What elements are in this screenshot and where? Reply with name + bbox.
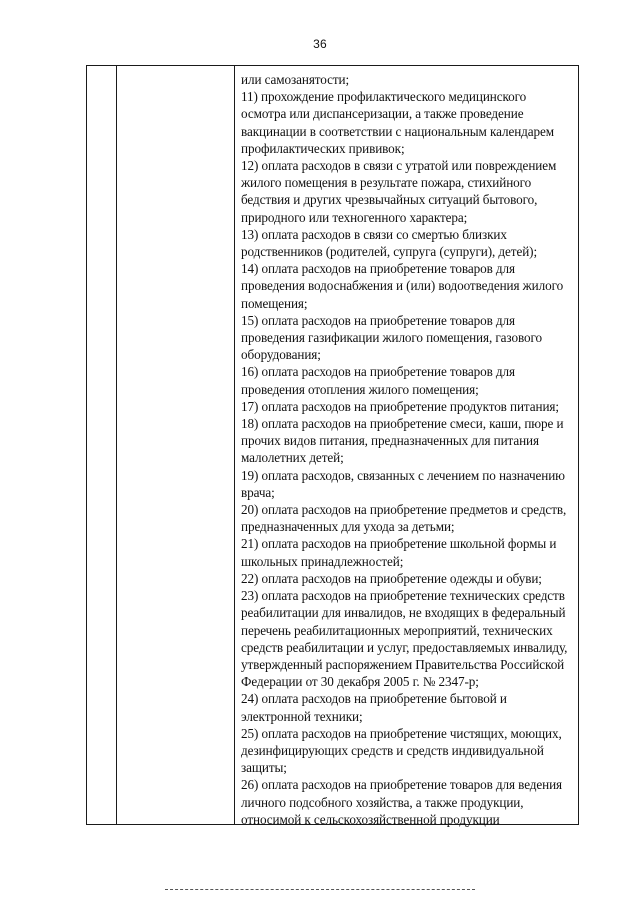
list-item: 16) оплата расходов на приобретение товаров для проведения отопления жилого помещения; — [241, 364, 515, 397]
column-divider-2 — [234, 66, 235, 824]
list-item: 25) оплата расходов на приобретение чистящих, моющих, дезинфицирующих средств и средств индивидуальной защиты; — [241, 725, 562, 776]
table-cell-text — [241, 71, 571, 828]
list-item: 20) оплата расходов на приобретение предметов и средств, предназначенных для ухода за детьми; — [241, 502, 567, 535]
list-item: 17) оплата расходов на приобретение продуктов питания; — [241, 398, 559, 414]
footer-line — [165, 889, 475, 890]
document-table — [86, 65, 579, 825]
list-item: 24) оплата расходов на приобретение бытовой и электронной техники; — [241, 691, 507, 724]
list-item: 15) оплата расходов на приобретение товаров для проведения газификации жилого помещения, газового оборудования; — [241, 312, 542, 363]
column-divider-1 — [116, 66, 117, 824]
list-item: 11) прохождение профилактического медицинского осмотра или диспансеризации, а также проведение вакцинации в соответствии с национальным календарем профилактических прививок; — [241, 89, 555, 156]
list-item: 14) оплата расходов на приобретение товаров для проведения водоснабжения и (или) водоотведения жилого помещения; — [241, 261, 564, 311]
page-number: 36 — [313, 37, 327, 51]
list-item: 19) оплата расходов, связанных с лечением по назначению врача; — [241, 467, 565, 500]
list-item: 21) оплата расходов на приобретение школьной формы и школьных принадлежностей; — [241, 536, 557, 569]
list-item: 23) оплата расходов на приобретение технических средств реабилитации для инвалидов, не входящих в федеральный перечень реабилитационных мероприятий, технических средств реабилитации и услуг, предоставляемых инвалиду, утвержденный распоряжением Правительства Российской Федерации от 30 декабря 2005 г. № 2347-р; — [241, 588, 568, 690]
list-item: или самозанятости; — [241, 72, 350, 87]
list-item: 18) оплата расходов на приобретение смеси, каши, пюре и прочих видов питания, предназначенных для питания малолетних детей; — [241, 416, 564, 466]
list-item: 26) оплата расходов на приобретение товаров для ведения личного подсобного хозяйства, а также продукции, относимой к сельскохозяйственной продукции — [241, 777, 563, 827]
list-item: 13) оплата расходов в связи со смертью близких родственников (родителей, супруга (супруги), детей); — [241, 226, 538, 260]
list-item: 12) оплата расходов в связи с утратой или повреждением жилого помещения в результате пожара, стихийного бедствия и других чрезвычайных ситуаций бытового, природного или техногенного характера; — [241, 158, 557, 225]
list-item: 22) оплата расходов на приобретение одежды и обуви; — [241, 570, 542, 586]
